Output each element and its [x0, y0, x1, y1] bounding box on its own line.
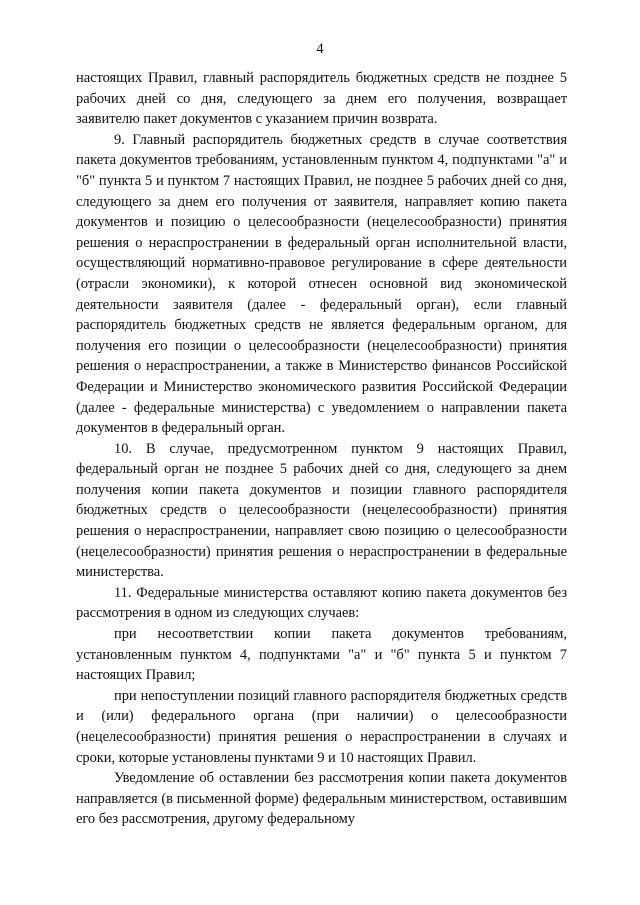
- paragraph-item-11: 11. Федеральные министерства оставляют копию пакета документов без рассмотрения в одном из следующих случаев:: [76, 584, 567, 622]
- paragraph-notification: Уведомление об оставлении без рассмотрения копии пакета документов направляется (в письменной форме) федеральным министерством, оставившим его без рассмотрения, другому федеральному: [76, 770, 567, 828]
- paragraph-item-9: 9. Главный распорядитель бюджетных средств в случае соответствия пакета документов требованиям, установленным пунктом 4, подпунктами "а" и "б" пункта 5 и пунктом 7 настоящих Правил, не позднее 5 рабочих дней со дня, следующего за днем его получения от заявителя, направляет копию пакета документов и позицию о целесообразности (нецелесообразности) принятия решения о нераспространении в федеральный орган исполнительной власти, осуществляющий нормативно-правовое регулирование в сфере деятельности (отрасли экономики), к которой отнесен основной вид экономической деятельности заявителя (далее - федеральный орган), если главный распорядитель бюджетных средств не является федеральным органом, для получения его позиции о целесообразности (нецелесообразности) принятия решения о нераспространении, а также в Министерство финансов Российской Федерации и Министерство экономического развития Российской Федерации (далее - федеральные министерства) с уведомлением о направлении пакета документов в федеральный орган.: [76, 131, 567, 437]
- page-number: 4: [316, 41, 324, 57]
- document-body: [76, 68, 567, 830]
- paragraph-case-1: при несоответствии копии пакета документов требованиям, установленным пунктом 4, подпунктами "а" и "б" пункта 5 и пунктом 7 настоящих Правил;: [76, 626, 567, 684]
- paragraph-item-10: 10. В случае, предусмотренном пунктом 9 настоящих Правил, федеральный орган не позднее 5 рабочих дней со дня, следующего за днем получения копии пакета документов и позиции главного распорядителя бюджетных средств о целесообразности (нецелесообразности) принятия решения о нераспространении, направляет свою позицию о целесообразности (нецелесообразности) принятия решения о нераспространении в федеральные министерства.: [76, 440, 567, 581]
- paragraph-continuation: настоящих Правил, главный распорядитель бюджетных средств не позднее 5 рабочих дней со дня, следующего за днем его получения, возвращает заявителю пакет документов с указанием причин возврата.: [76, 70, 567, 128]
- paragraph-case-2: при непоступлении позиций главного распорядителя бюджетных средств и (или) федерального органа (при наличии) о целесообразности (нецелесообразности) принятия решения о нераспространении в случаях и сроки, которые установлены пунктами 9 и 10 настоящих Правил.: [76, 687, 567, 766]
